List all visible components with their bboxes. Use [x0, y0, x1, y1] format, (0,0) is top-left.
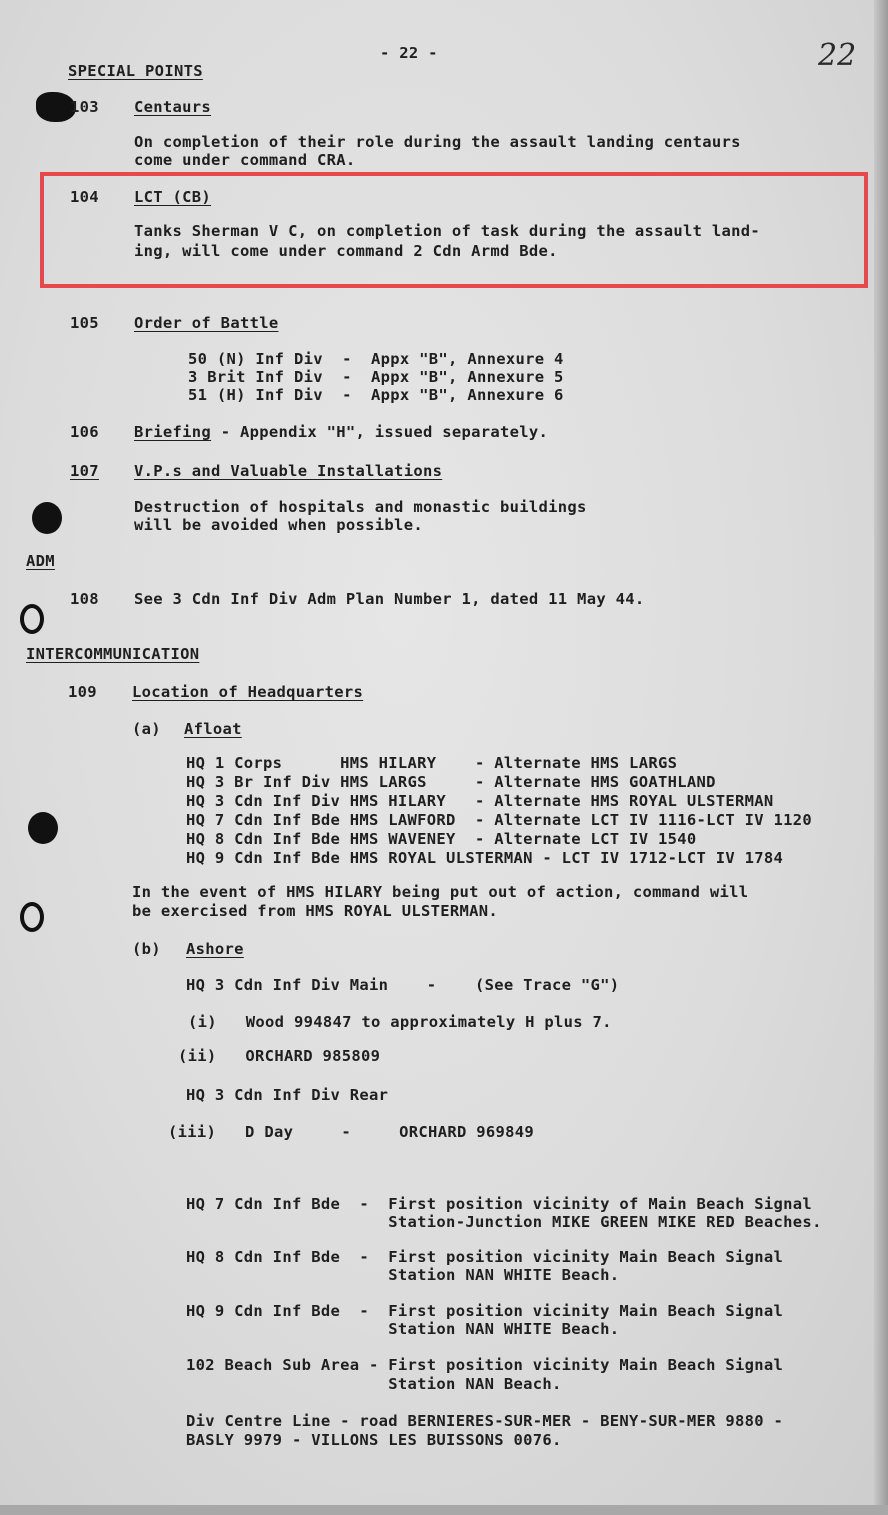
- handwritten-page-number: 22: [818, 38, 857, 73]
- para-107-line-2: will be avoided when possible.: [134, 516, 423, 534]
- para-106-number: 106: [70, 423, 99, 441]
- page-bottom-shadow: [0, 1505, 888, 1515]
- para-109-title: Location of Headquarters: [132, 683, 364, 701]
- hq-8-bde-line-1: HQ 8 Cdn Inf Bde - First position vicinity Main Beach Signal: [186, 1248, 784, 1266]
- hq-9-bde-line-2: Station NAN WHITE Beach.: [186, 1320, 620, 1338]
- hq-9-bde-line-1: HQ 9 Cdn Inf Bde - First position vicinity Main Beach Signal: [186, 1302, 784, 1320]
- para-107-number: 107: [70, 462, 99, 480]
- para-109-number: 109: [68, 683, 97, 701]
- hq-rear-line: HQ 3 Cdn Inf Div Rear: [186, 1086, 389, 1104]
- binder-ring-icon: [20, 604, 44, 634]
- div-centre-line-1: Div Centre Line - road BERNIERES-SUR-MER - BENY-SUR-MER 9880 -: [186, 1412, 784, 1430]
- ashore-label: (b): [132, 940, 161, 958]
- section-heading-adm: ADM: [26, 552, 55, 570]
- para-106-title: Briefing: [134, 423, 212, 441]
- hq-7-bde-line-1: HQ 7 Cdn Inf Bde - First position vicinity of Main Beach Signal: [186, 1195, 813, 1213]
- para-103-number: 103: [70, 98, 99, 116]
- order-of-battle-row: 51 (H) Inf Div - Appx "B", Annexure 6: [188, 386, 564, 404]
- hq-main-i: (i) Wood 994847 to approximately H plus 7.: [188, 1013, 612, 1031]
- para-106-line: [134, 423, 548, 442]
- ashore-title: Ashore: [186, 940, 244, 958]
- binder-ring-icon: [20, 902, 44, 932]
- afloat-title: Afloat: [184, 720, 242, 738]
- para-104-line-1: Tanks Sherman V C, on completion of task during the assault land-: [134, 222, 761, 240]
- beach-sub-area-line-1: 102 Beach Sub Area - First position vicinity Main Beach Signal: [186, 1356, 784, 1374]
- afloat-label: (a): [132, 720, 161, 738]
- highlight-box: [40, 172, 868, 288]
- para-108-text: See 3 Cdn Inf Div Adm Plan Number 1, dated 11 May 44.: [134, 590, 645, 608]
- para-104-number: 104: [70, 188, 99, 206]
- para-104-line-2: ing, will come under command 2 Cdn Armd Bde.: [134, 242, 558, 260]
- afloat-row: HQ 9 Cdn Inf Bde HMS ROYAL ULSTERMAN - LCT IV 1712-LCT IV 1784: [186, 849, 784, 867]
- para-103-line-2: come under command CRA.: [134, 151, 356, 169]
- hq-main-ii: (ii) ORCHARD 985809: [178, 1047, 381, 1065]
- hq-7-bde-line-2: Station-Junction MIKE GREEN MIKE RED Beaches.: [186, 1213, 822, 1231]
- afloat-row: HQ 8 Cdn Inf Bde HMS WAVENEY - Alternate LCT IV 1540: [186, 830, 697, 848]
- hq-rear-iii: (iii) D Day - ORCHARD 969849: [168, 1123, 535, 1141]
- order-of-battle-row: 3 Brit Inf Div - Appx "B", Annexure 5: [188, 368, 564, 386]
- hq-8-bde-line-2: Station NAN WHITE Beach.: [186, 1266, 620, 1284]
- para-105-title: Order of Battle: [134, 314, 279, 332]
- hq-main-line: HQ 3 Cdn Inf Div Main - (See Trace "G"): [186, 976, 620, 994]
- afloat-row: HQ 3 Cdn Inf Div HMS HILARY - Alternate HMS ROYAL ULSTERMAN: [186, 792, 774, 810]
- page-number: - 22 -: [380, 44, 438, 62]
- para-103-title: Centaurs: [134, 98, 212, 116]
- para-106-text: - Appendix "H", issued separately.: [211, 423, 549, 441]
- section-heading-special-points: SPECIAL POINTS: [68, 62, 203, 80]
- para-104-title: LCT (CB): [134, 188, 212, 206]
- binder-hole-icon: [32, 502, 62, 534]
- para-107-title: V.P.s and Valuable Installations: [134, 462, 443, 480]
- para-105-number: 105: [70, 314, 99, 332]
- section-heading-intercommunication: INTERCOMMUNICATION: [26, 645, 200, 663]
- para-103-line-1: On completion of their role during the assault landing centaurs: [134, 133, 741, 151]
- page-edge-shadow: [874, 0, 888, 1515]
- afloat-row: HQ 3 Br Inf Div HMS LARGS - Alternate HMS GOATHLAND: [186, 773, 716, 791]
- div-centre-line-2: BASLY 9979 - VILLONS LES BUISSONS 0076.: [186, 1431, 562, 1449]
- afloat-note-line-1: In the event of HMS HILARY being put out of action, command will: [132, 883, 749, 901]
- order-of-battle-row: 50 (N) Inf Div - Appx "B", Annexure 4: [188, 350, 564, 368]
- para-108-number: 108: [70, 590, 99, 608]
- binder-hole-icon: [28, 812, 58, 844]
- afloat-note-line-2: be exercised from HMS ROYAL ULSTERMAN.: [132, 902, 499, 920]
- beach-sub-area-line-2: Station NAN Beach.: [186, 1375, 562, 1393]
- afloat-row: HQ 7 Cdn Inf Bde HMS LAWFORD - Alternate LCT IV 1116-LCT IV 1120: [186, 811, 813, 829]
- para-107-line-1: Destruction of hospitals and monastic buildings: [134, 498, 587, 516]
- afloat-row: HQ 1 Corps HMS HILARY - Alternate HMS LARGS: [186, 754, 678, 772]
